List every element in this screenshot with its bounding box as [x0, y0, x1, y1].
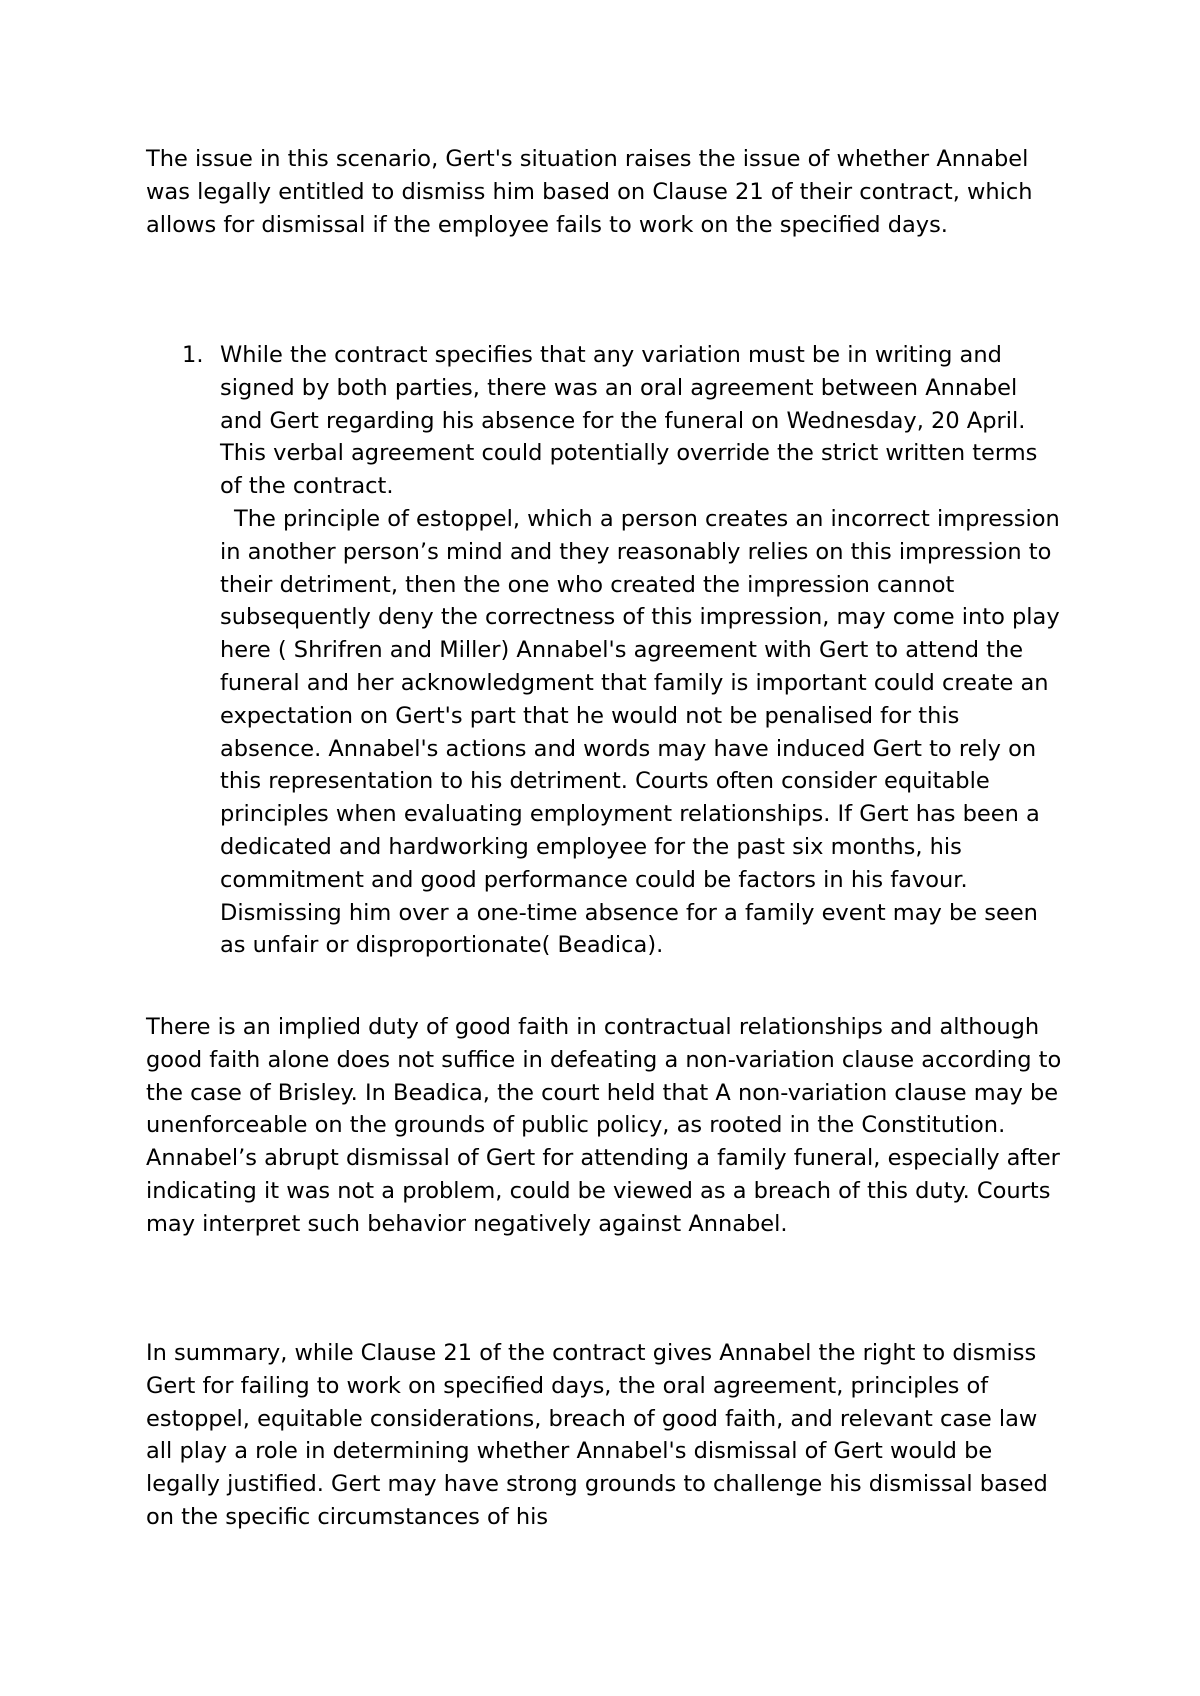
intro-paragraph: The issue in this scenario, Gert's situation raises the issue of whether Annabel was legally entitled to dismiss him based on Clause 21 of their contract, which allows for dismissal if the employee fails to work on the specified days. [146, 146, 1033, 238]
list-item [146, 339, 1066, 962]
numbered-list [146, 339, 1066, 962]
list-item-number: 1. [182, 342, 204, 368]
oral-agreement-text: While the contract specifies that any variation must be in writing and signed by both parties, there was an oral agreement between Annabel and Gert regarding his absence for the funeral on Wednesday, 20 April. This verbal agreement could potentially override the strict written terms of the contract. [220, 342, 1038, 500]
estoppel-text: The principle of estoppel, which a person creates an incorrect impression in another person’s mind and they reasonably relies on this impression to their detriment, then the one who created the impression cannot subsequently deny the correctness of this impression, may come into play here ( Shrifren and Miller) Annabel's agreement with Gert to attend the funeral and her acknowledgment that family is important could create an expectation on Gert's part that he would not be penalised for this absence. Annabel's actions and words may have induced Gert to rely on this representation to his detriment. Courts often consider equitable principles when evaluating employment relationships. If Gert has been a dedicated and hardworking employee for the past six months, his commitment and good performance could be factors in his favour. Dismissing him over a one-time absence for a family event may be seen as unfair or disproportionate( Beadica). [220, 505, 1060, 959]
summary-paragraph: In summary, while Clause 21 of the contract gives Annabel the right to dismiss Gert for failing to work on specified days, the oral agreement, principles of estoppel, equitable considerations, breach of good faith, and relevant case law all play a role in determining whether Annabel's dismissal of Gert would be legally justified. Gert may have strong grounds to challenge his dismissal based on the specific circumstances of his [146, 1340, 1048, 1530]
good-faith-paragraph: There is an implied duty of good faith in contractual relationships and although good faith alone does not suffice in defeating a non-variation clause according to the case of Brisley. In Beadica, the court held that A non-variation clause may be unenforceable on the grounds of public policy, as rooted in the Constitution. Annabel’s abrupt dismissal of Gert for attending a family funeral, especially after indicating it was not a problem, could be viewed as a breach of this duty. Courts may interpret such behavior negatively against Annabel. [146, 1014, 1062, 1237]
